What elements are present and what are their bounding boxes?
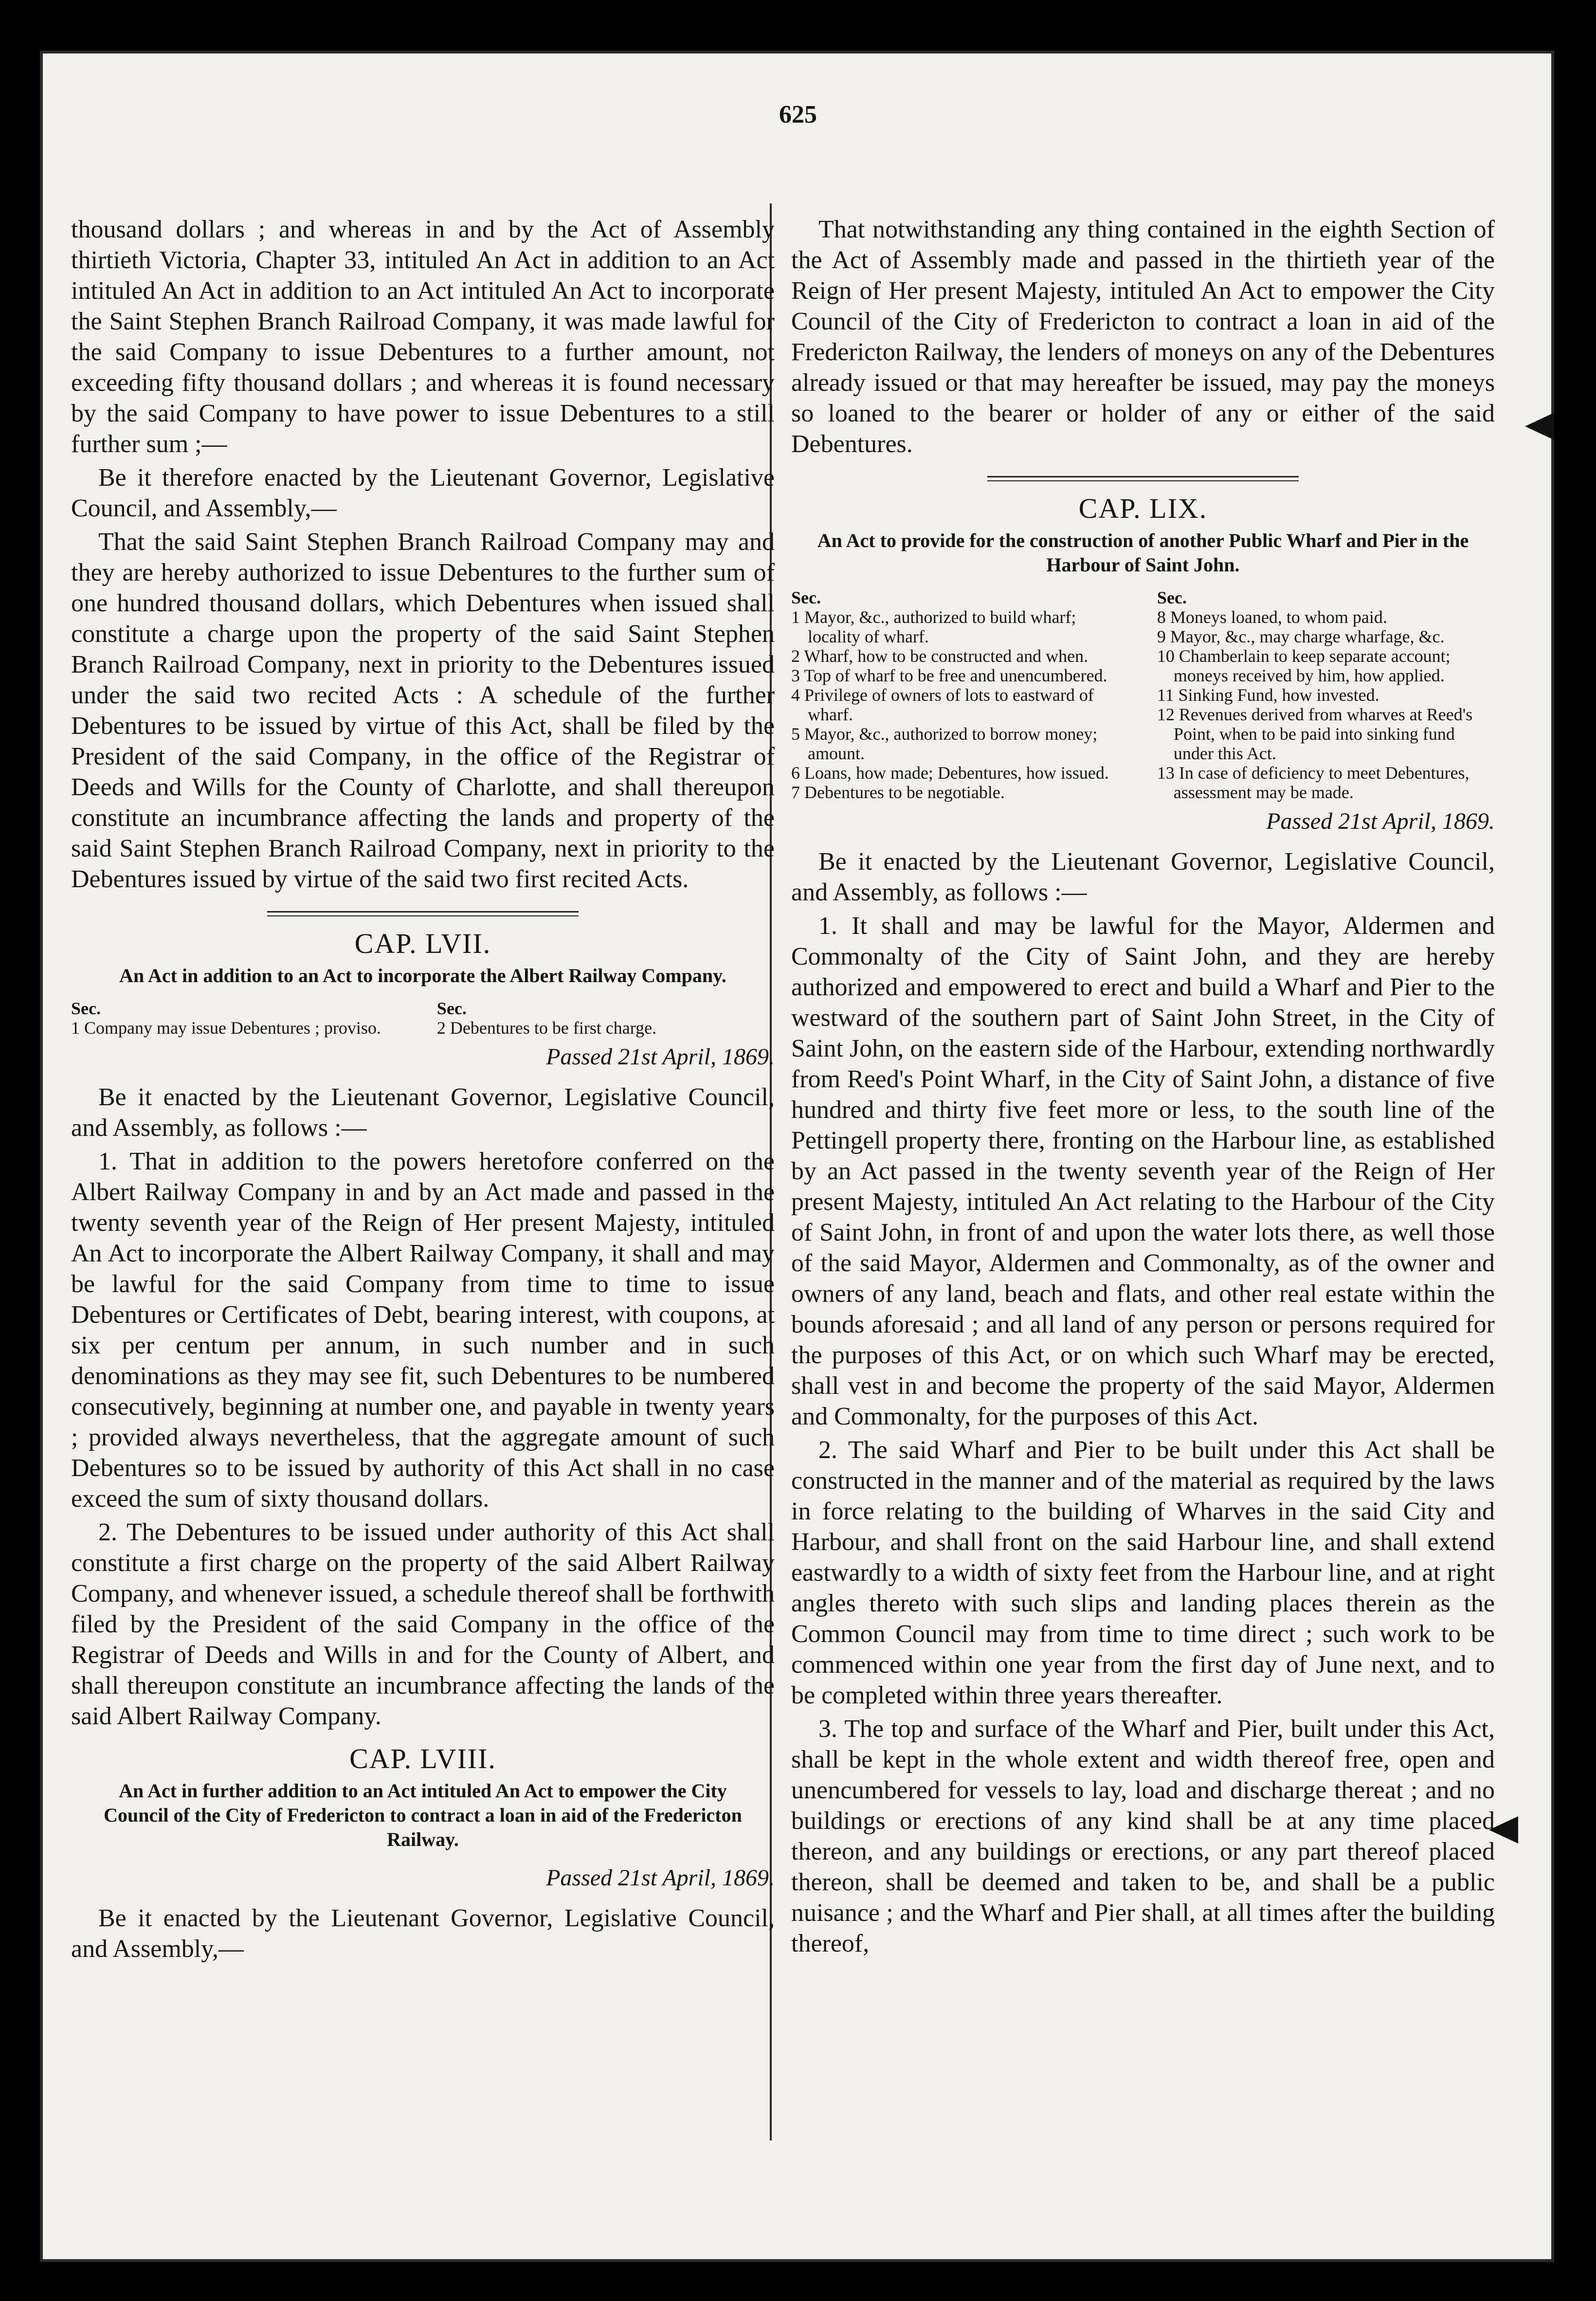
arrow-marker-icon (1489, 1816, 1518, 1844)
passed-date: Passed 21st April, 1869. (1266, 808, 1495, 834)
schedule-item: 3 Top of wharf to be free and unencumbered. (791, 666, 1107, 685)
sec-label: Sec. (791, 588, 821, 607)
section-1: 1. It shall and may be lawful for the Mayor, Aldermen and Commonalty of the City of Saint John, and they are hereby authorized and empowered to erect and build a Wharf and Pier to the westward of the southern part of Saint John Street, in the City of Saint John, on the eastern side of the Harbour, extending northwardly from Reed's Point Wharf, in the City of Saint John, a distance of five hundred and thirty five feet more or less, to the south line of the Pettingell property there, fronting on the Harbour line, as established by an Act passed in the twenty seventh year of the Reign of Her present Majesty, intituled An Act relating to the Harbour of the City of Saint John, in front of and upon the water lots there, as well those of the said Mayor, Aldermen and Commonalty, as of the owner and owners of any land, beach and flats, and other real estate within the bounds aforesaid ; and all land of any person or persons required for the purposes of this Act, or on which such Wharf may be erected, shall vest in and become the property of the said Mayor, Aldermen and Commonalty, for the purposes of this Act. (791, 912, 1495, 1430)
chapter-title: An Act in further addition to an Act intituled An Act to empower the City Council of the City of Fredericton to contract a loan in aid of the Fredericton Railway. (104, 1780, 742, 1850)
schedule-item: 13 In case of deficiency to meet Debentures, assessment may be made. (1157, 763, 1469, 802)
left-column (71, 214, 775, 1967)
paragraph: That notwithstanding any thing contained in the eighth Section of the Act of Assembly made and passed in the thirtieth year of the Reign of Her present Majesty, intituled An Act to empower the City Council of the City of Fredericton to contract a loan in aid of the Fredericton Railway, the lenders of moneys on any of the Debentures already issued or that may hereafter be issued, may pay the moneys so loaned to the bearer or holder of any or either of the said Debentures. (791, 216, 1495, 458)
schedule-item: 7 Debentures to be negotiable. (791, 783, 1005, 802)
schedule-item: 1 Company may issue Debentures ; proviso. (71, 1018, 381, 1038)
schedule-item: 10 Chamberlain to keep separate account; moneys received by him, how applied. (1157, 646, 1451, 685)
schedule-item: 1 Mayor, &c., authorized to build wharf; locality of wharf. (791, 607, 1076, 646)
schedule-item: 11 Sinking Fund, how invested. (1157, 685, 1379, 705)
chapter-heading: CAP. LIX. (1078, 493, 1208, 524)
section-schedule (71, 999, 775, 1038)
page-number: 625 (779, 101, 817, 128)
enacting-clause: Be it enacted by the Lieutenant Governor, Legislative Council, and Assembly, as follows :— (71, 1083, 775, 1142)
section-3: 3. The top and surface of the Wharf and Pier, built under this Act, shall be kept in the whole extent and width thereof free, open and unencumbered for vessels to lay, load and discharge thereat ; and no buildings or erections of any kind shall be at any time placed thereon, and any buildings or erections, or any part thereof placed thereon, shall be deemed and taken to be, and shall be a public nuisance ; and the Wharf and Pier shall, at all times after the building thereof, (791, 1715, 1495, 1957)
right-column (791, 214, 1495, 1962)
arrow-marker-icon (1525, 413, 1554, 440)
schedule-item: 9 Mayor, &c., may charge wharfage, &c. (1157, 627, 1445, 646)
paragraph: That the said Saint Stephen Branch Railroad Company may and they are hereby authorized to issue Debentures to the further sum of one hundred thousand dollars, which Debentures when issued shall constitute a charge upon the property of the said Saint Stephen Branch Railroad Company, next in priority to the Debentures issued under the said two recited Acts : A schedule of the further Debentures to be issued by virtue of this Act, shall be filed by the President of the said Company, in the office of the Registrar of Deeds and Wills for the County of Charlotte, and shall thereupon constitute an incumbrance affecting the lands and property of the said Saint Stephen Branch Railroad Company, next in priority to the Debentures issued by virtue of the said two first recited Acts. (71, 528, 775, 893)
schedule-item: 2 Debentures to be first charge. (436, 1018, 657, 1038)
section-rule (267, 911, 579, 916)
section-2: 2. The said Wharf and Pier to be built under this Act shall be constructed in the manner and of the material as required by the laws in force relating to the building of Wharves in the said City and Harbour, and shall front on the said Harbour line, and shall extend eastwardly to a width of sixty feet from the Harbour line, and at right angles thereto with such slips and landing places therein as the Common Council may from time to time direct ; such work to be commenced within one year from the first day of June next, and to be completed within three years thereafter. (791, 1436, 1495, 1709)
chapter-title: An Act to provide for the construction of another Public Wharf and Pier in the Harbour of Saint John. (817, 530, 1469, 576)
section-1: 1. That in addition to the powers heretofore conferred on the Albert Railway Company in and by an Act made and passed in the twenty seventh year of the Reign of Her present Majesty, intituled An Act to incorporate the Albert Railway Company, it shall and may be lawful for the said Company from time to time to issue Debentures or Certificates of Debt, bearing interest, with coupons, at six per centum per annum, in such number and in such denominations as they may see fit, such Debentures to be numbered consecutively, beginning at number one, and payable in twenty years ; provided always nevertheless, that the aggregate amount of such Debentures so to be issued by authority of this Act shall in no case exceed the sum of sixty thousand dollars. (71, 1148, 775, 1513)
schedule-item: 4 Privilege of owners of lots to eastward of wharf. (791, 685, 1094, 724)
schedule-item: 8 Moneys loaned, to whom paid. (1157, 607, 1387, 627)
sec-label: Sec. (436, 999, 467, 1018)
schedule-item: 6 Loans, how made; Debentures, how issued. (791, 763, 1109, 783)
schedule-item: 5 Mayor, &c., authorized to borrow money; amount. (791, 724, 1098, 763)
paragraph: Be it therefore enacted by the Lieutenant Governor, Legislative Council, and Assembly,— (71, 464, 775, 522)
section-2: 2. The Debentures to be issued under authority of this Act shall constitute a first charge on the property of the said Albert Railway Company, and whenever issued, a schedule thereof shall be forthwith filed by the President of the said Company in the office of the Registrar of Deeds and Wills in and for the County of Albert, and shall thereupon constitute an incumbrance affecting the lands of the said Albert Railway Company. (71, 1518, 775, 1730)
sec-label: Sec. (71, 999, 101, 1018)
section-schedule (791, 588, 1495, 802)
sec-label: Sec. (1157, 588, 1187, 607)
chapter-title: An Act in addition to an Act to incorporate the Albert Railway Company. (119, 965, 726, 986)
enacting-clause: Be it enacted by the Lieutenant Governor, Legislative Council, and Assembly, as follows :— (791, 848, 1495, 906)
schedule-item: 12 Revenues derived from wharves at Reed's Point, when to be paid into sinking fund under this Act. (1157, 705, 1473, 763)
paragraph: thousand dollars ; and whereas in and by the Act of Assembly thirtieth Victoria, Chapter 33, intituled An Act in addition to an Act intituled An Act in addition to an Act intituled An Act to incorporate the Saint Stephen Branch Railroad Company, it was made lawful for the said Company to issue Debentures to a further amount, not exceeding fifty thousand dollars ; and whereas it is found necessary by the said Company to have power to issue Debentures to a still further sum ;— (71, 216, 775, 458)
schedule-item: 2 Wharf, how to be constructed and when. (791, 646, 1088, 666)
passed-date: Passed 21st April, 1869. (546, 1865, 775, 1891)
passed-date: Passed 21st April, 1869. (546, 1044, 775, 1070)
chapter-heading: CAP. LVIII. (349, 1743, 496, 1774)
section-rule (987, 476, 1299, 481)
enacting-clause: Be it enacted by the Lieutenant Governor, Legislative Council, and Assembly,— (71, 1904, 775, 1963)
chapter-heading: CAP. LVII. (354, 928, 491, 959)
